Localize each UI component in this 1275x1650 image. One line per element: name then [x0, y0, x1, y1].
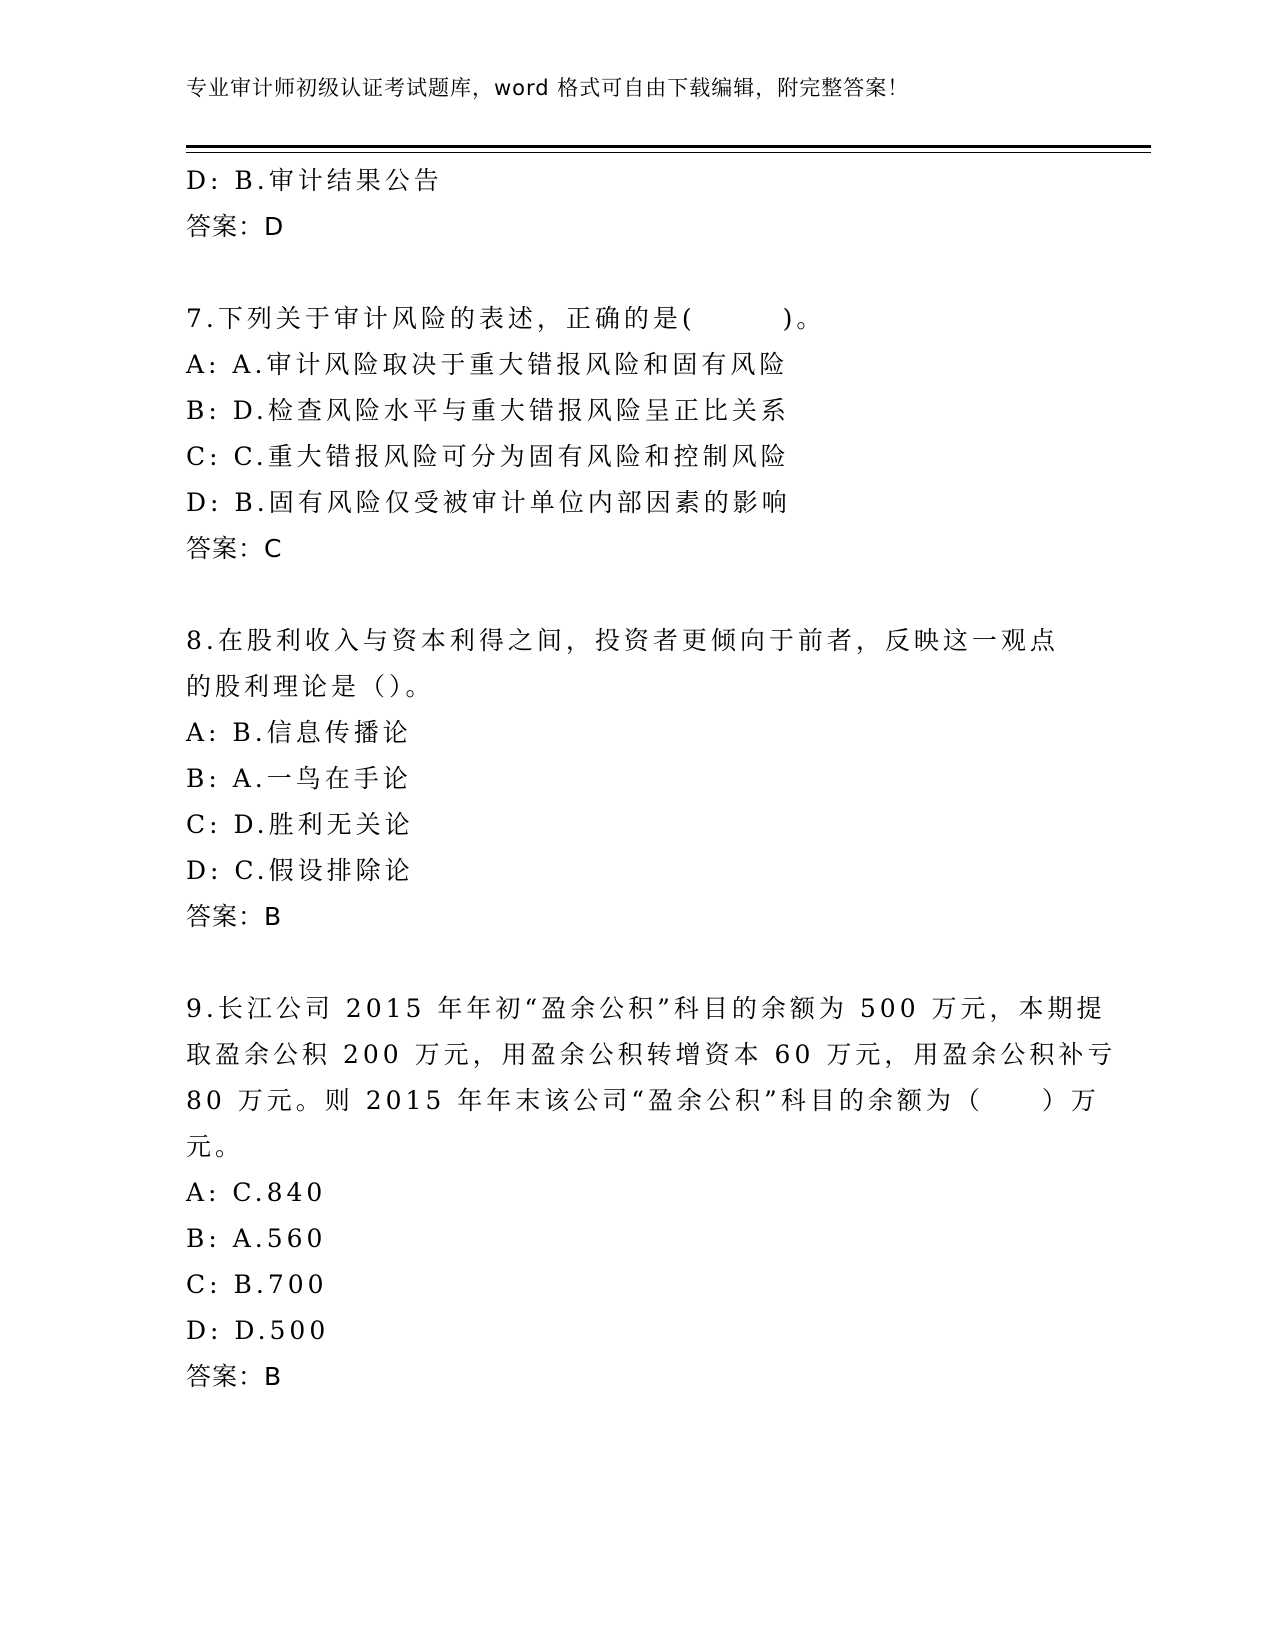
option-a: A: B.信息传播论: [186, 718, 412, 747]
option-b: B: A.一鸟在手论: [186, 764, 412, 793]
spacer: [186, 250, 1086, 296]
option-a: A: A.审计风险取决于重大错报风险和固有风险: [186, 350, 789, 379]
question-text: 元。: [186, 1132, 245, 1161]
question-text: 80 万元。则 2015 年年末该公司“盈余公积”科目的余额为（ ）万: [186, 1086, 1100, 1115]
answer-line: 答案：D: [186, 212, 285, 241]
question-block: [186, 158, 1086, 250]
spacer: [186, 940, 1086, 986]
option-c: C: B.700: [186, 1270, 328, 1299]
option-d: D: C.假设排除论: [186, 856, 414, 885]
option-b: B: A.560: [186, 1224, 327, 1253]
question-text: 7.下列关于审计风险的表述，正确的是( )。: [186, 304, 826, 333]
spacer: [186, 572, 1086, 618]
page-header: 专业审计师初级认证考试题库，word 格式可自由下载编辑，附完整答案！: [186, 76, 910, 100]
question-block: [186, 618, 1086, 940]
question-text: 取盈余公积 200 万元，用盈余公积转增资本 60 万元，用盈余公积补亏: [186, 1040, 1117, 1069]
question-block: [186, 986, 1117, 1400]
question-text: 的股利理论是（）。: [186, 672, 435, 701]
header-rule-thin: [186, 152, 1151, 153]
question-block: [186, 296, 1086, 572]
answer-line: 答案：B: [186, 1362, 283, 1391]
option-c: C: D.胜利无关论: [186, 810, 414, 839]
document-body: [186, 158, 1117, 1400]
question-text: 8.在股利收入与资本利得之间，投资者更倾向于前者，反映这一观点: [186, 626, 1059, 655]
option-a: A: C.840: [186, 1178, 327, 1207]
option-d: D: B.审计结果公告: [186, 166, 443, 195]
answer-line: 答案：C: [186, 534, 283, 563]
header-rule-thick: [186, 145, 1151, 148]
option-d: D: D.500: [186, 1316, 330, 1345]
option-b: B: D.检查风险水平与重大错报风险呈正比关系: [186, 396, 790, 425]
option-d: D: B.固有风险仅受被审计单位内部因素的影响: [186, 488, 791, 517]
answer-line: 答案：B: [186, 902, 283, 931]
question-text: 9.长江公司 2015 年年初“盈余公积”科目的余额为 500 万元，本期提: [186, 994, 1106, 1023]
option-c: C: C.重大错报风险可分为固有风险和控制风险: [186, 442, 790, 471]
